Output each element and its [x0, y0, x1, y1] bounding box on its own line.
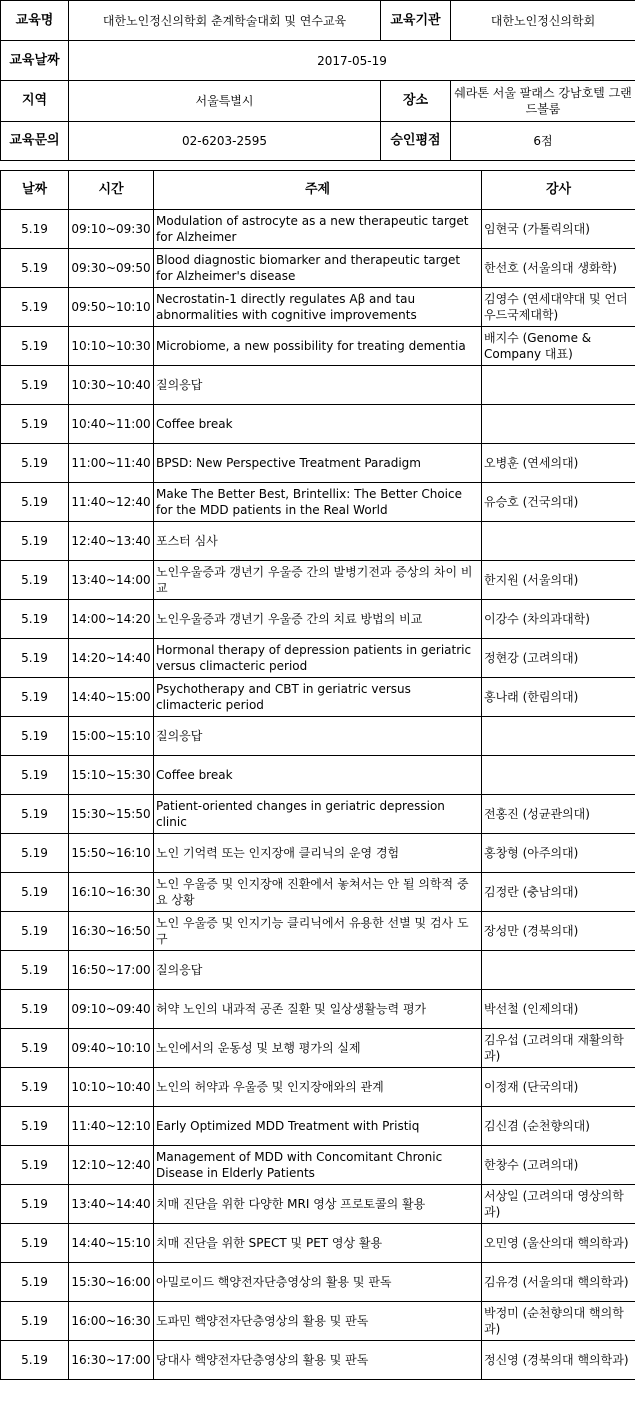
session-topic: 치매 진단을 위한 SPECT 및 PET 영상 활용	[154, 1224, 482, 1263]
table-row	[1, 795, 635, 834]
table-row	[1, 561, 635, 600]
session-topic: Coffee break	[154, 405, 482, 444]
session-date: 5.19	[1, 873, 69, 912]
table-row	[1, 678, 635, 717]
session-speaker: 김영수 (연세대약대 및 언더우드국제대학)	[482, 288, 635, 327]
session-time: 14:40~15:00	[69, 678, 154, 717]
session-speaker: 임현국 (가톨릭의대)	[482, 210, 635, 249]
session-date: 5.19	[1, 756, 69, 795]
session-time: 12:40~13:40	[69, 522, 154, 561]
name-value: 대한노인정신의학회 춘계학술대회 및 연수교육	[69, 1, 381, 41]
table-row	[1, 1107, 635, 1146]
session-speaker: 한지원 (서울의대)	[482, 561, 635, 600]
session-time: 14:40~15:10	[69, 1224, 154, 1263]
table-row	[1, 600, 635, 639]
session-date: 5.19	[1, 912, 69, 951]
session-topic: Coffee break	[154, 756, 482, 795]
session-time: 15:50~16:10	[69, 834, 154, 873]
session-time: 15:30~16:00	[69, 1263, 154, 1302]
session-date: 5.19	[1, 561, 69, 600]
session-speaker: 서상일 (고려의대 영상의학과)	[482, 1185, 635, 1224]
session-time: 11:40~12:40	[69, 483, 154, 522]
session-date: 5.19	[1, 1185, 69, 1224]
session-time: 16:10~16:30	[69, 873, 154, 912]
session-speaker: 정신영 (경북의대 핵의학과)	[482, 1341, 635, 1380]
session-time: 13:40~14:40	[69, 1185, 154, 1224]
session-time: 15:10~15:30	[69, 756, 154, 795]
table-row	[1, 639, 635, 678]
header-time: 시간	[69, 171, 154, 210]
session-speaker	[482, 522, 635, 561]
session-topic: 질의응답	[154, 951, 482, 990]
session-speaker: 박정미 (순천향의대 핵의학과)	[482, 1302, 635, 1341]
session-speaker	[482, 756, 635, 795]
session-speaker: 유승호 (건국의대)	[482, 483, 635, 522]
course-info-table	[0, 0, 635, 161]
session-speaker: 김정란 (충남의대)	[482, 873, 635, 912]
session-time: 10:40~11:00	[69, 405, 154, 444]
session-speaker: 정현강 (고려의대)	[482, 639, 635, 678]
session-topic: Early Optimized MDD Treatment with Pristiq	[154, 1107, 482, 1146]
session-topic: 노인 기억력 또는 인지장애 클리닉의 운영 경험	[154, 834, 482, 873]
session-topic: Hormonal therapy of depression patients in geriatric versus climacteric period	[154, 639, 482, 678]
session-speaker: 한창수 (고려의대)	[482, 1146, 635, 1185]
session-date: 5.19	[1, 249, 69, 288]
session-time: 16:00~16:30	[69, 1302, 154, 1341]
session-topic: Psychotherapy and CBT in geriatric versus climacteric period	[154, 678, 482, 717]
session-topic: Make The Better Best, Brintellix: The Better Choice for the MDD patients in the Real World	[154, 483, 482, 522]
info-row-region	[1, 81, 635, 122]
region-label: 지역	[1, 81, 69, 122]
session-time: 16:50~17:00	[69, 951, 154, 990]
session-date: 5.19	[1, 288, 69, 327]
date-value: 2017-05-19	[69, 41, 635, 81]
table-row	[1, 288, 635, 327]
session-time: 16:30~16:50	[69, 912, 154, 951]
table-row	[1, 756, 635, 795]
session-topic: 포스터 심사	[154, 522, 482, 561]
session-date: 5.19	[1, 990, 69, 1029]
session-date: 5.19	[1, 327, 69, 366]
session-date: 5.19	[1, 717, 69, 756]
info-row-name	[1, 1, 635, 41]
session-time: 09:40~10:10	[69, 1029, 154, 1068]
table-row	[1, 951, 635, 990]
table-row	[1, 1302, 635, 1341]
date-label: 교육날짜	[1, 41, 69, 81]
session-time: 09:10~09:40	[69, 990, 154, 1029]
session-topic: BPSD: New Perspective Treatment Paradigm	[154, 444, 482, 483]
session-date: 5.19	[1, 366, 69, 405]
schedule-table	[0, 170, 635, 1380]
session-speaker: 박선철 (인제의대)	[482, 990, 635, 1029]
table-row	[1, 1029, 635, 1068]
session-speaker: 김신겸 (순천향의대)	[482, 1107, 635, 1146]
session-speaker: 이정재 (단국의대)	[482, 1068, 635, 1107]
table-row	[1, 1146, 635, 1185]
table-row	[1, 405, 635, 444]
session-speaker	[482, 951, 635, 990]
session-speaker: 전홍진 (성균관의대)	[482, 795, 635, 834]
session-time: 14:20~14:40	[69, 639, 154, 678]
session-date: 5.19	[1, 1341, 69, 1380]
session-time: 11:00~11:40	[69, 444, 154, 483]
contact-value: 02-6203-2595	[69, 122, 381, 161]
session-date: 5.19	[1, 522, 69, 561]
session-date: 5.19	[1, 210, 69, 249]
table-row	[1, 1224, 635, 1263]
session-date: 5.19	[1, 1302, 69, 1341]
table-row	[1, 912, 635, 951]
session-topic: 질의응답	[154, 366, 482, 405]
session-time: 09:50~10:10	[69, 288, 154, 327]
table-row	[1, 1185, 635, 1224]
session-topic: 당대사 핵양전자단층영상의 활용 및 판독	[154, 1341, 482, 1380]
header-speaker: 강사	[482, 171, 635, 210]
session-time: 15:30~15:50	[69, 795, 154, 834]
table-row	[1, 249, 635, 288]
session-topic: 허약 노인의 내과적 공존 질환 및 일상생활능력 평가	[154, 990, 482, 1029]
session-time: 10:10~10:30	[69, 327, 154, 366]
session-speaker	[482, 366, 635, 405]
org-value: 대한노인정신의학회	[451, 1, 635, 41]
table-row	[1, 1263, 635, 1302]
info-row-date	[1, 41, 635, 81]
session-time: 10:10~10:40	[69, 1068, 154, 1107]
session-speaker: 김우섭 (고려의대 재활의학과)	[482, 1029, 635, 1068]
region-value: 서울특별시	[69, 81, 381, 122]
session-topic: Modulation of astrocyte as a new therapeutic target for Alzheimer	[154, 210, 482, 249]
table-row	[1, 873, 635, 912]
session-speaker: 오병훈 (연세의대)	[482, 444, 635, 483]
venue-label: 장소	[381, 81, 451, 122]
session-date: 5.19	[1, 834, 69, 873]
header-date: 날짜	[1, 171, 69, 210]
session-time: 15:00~15:10	[69, 717, 154, 756]
session-speaker	[482, 717, 635, 756]
session-topic: 노인의 허약과 우울증 및 인지장애와의 관계	[154, 1068, 482, 1107]
session-speaker: 장성만 (경북의대)	[482, 912, 635, 951]
session-time: 14:00~14:20	[69, 600, 154, 639]
session-topic: 질의응답	[154, 717, 482, 756]
points-label: 승인평점	[381, 122, 451, 161]
schedule-header-row	[1, 171, 635, 210]
table-row	[1, 1068, 635, 1107]
session-topic: 노인 우울증 및 인지기능 클리닉에서 유용한 선별 및 검사 도구	[154, 912, 482, 951]
session-time: 11:40~12:10	[69, 1107, 154, 1146]
session-speaker: 홍창형 (아주의대)	[482, 834, 635, 873]
session-date: 5.19	[1, 1107, 69, 1146]
session-date: 5.19	[1, 678, 69, 717]
session-date: 5.19	[1, 483, 69, 522]
session-topic: Microbiome, a new possibility for treating dementia	[154, 327, 482, 366]
session-date: 5.19	[1, 600, 69, 639]
session-speaker	[482, 405, 635, 444]
session-date: 5.19	[1, 405, 69, 444]
session-time: 12:10~12:40	[69, 1146, 154, 1185]
session-speaker: 김유경 (서울의대 핵의학과)	[482, 1263, 635, 1302]
contact-label: 교육문의	[1, 122, 69, 161]
session-date: 5.19	[1, 444, 69, 483]
session-date: 5.19	[1, 1224, 69, 1263]
table-row	[1, 483, 635, 522]
session-topic: 아밀로이드 핵양전자단층영상의 활용 및 판독	[154, 1263, 482, 1302]
org-label: 교육기관	[381, 1, 451, 41]
info-row-contact	[1, 122, 635, 161]
session-time: 16:30~17:00	[69, 1341, 154, 1380]
session-speaker: 이강수 (차의과대학)	[482, 600, 635, 639]
session-topic: 치매 진단을 위한 다양한 MRI 영상 프로토콜의 활용	[154, 1185, 482, 1224]
schedule-body	[1, 210, 635, 1380]
session-time: 13:40~14:00	[69, 561, 154, 600]
table-row	[1, 522, 635, 561]
session-date: 5.19	[1, 795, 69, 834]
session-speaker: 홍나래 (한림의대)	[482, 678, 635, 717]
table-row	[1, 444, 635, 483]
session-topic: 도파민 핵양전자단층영상의 활용 및 판독	[154, 1302, 482, 1341]
session-date: 5.19	[1, 1029, 69, 1068]
session-topic: 노인우울증과 갱년기 우울증 간의 치료 방법의 비교	[154, 600, 482, 639]
session-date: 5.19	[1, 639, 69, 678]
session-topic: 노인우울증과 갱년기 우울증 간의 발병기전과 증상의 차이 비교	[154, 561, 482, 600]
table-row	[1, 834, 635, 873]
session-date: 5.19	[1, 1068, 69, 1107]
session-time: 09:10~09:30	[69, 210, 154, 249]
venue-value: 쉐라톤 서울 팔래스 강남호텔 그랜드볼룸	[451, 81, 635, 122]
table-row	[1, 1341, 635, 1380]
table-row	[1, 210, 635, 249]
table-row	[1, 717, 635, 756]
session-topic: Management of MDD with Concomitant Chronic Disease in Elderly Patients	[154, 1146, 482, 1185]
session-speaker: 배지수 (Genome & Company 대표)	[482, 327, 635, 366]
session-speaker: 한선호 (서울의대 생화학)	[482, 249, 635, 288]
session-time: 09:30~09:50	[69, 249, 154, 288]
table-row	[1, 327, 635, 366]
session-speaker: 오민영 (울산의대 핵의학과)	[482, 1224, 635, 1263]
session-date: 5.19	[1, 1146, 69, 1185]
session-date: 5.19	[1, 951, 69, 990]
session-topic: Necrostatin-1 directly regulates Aβ and tau abnormalities with cognitive improvements	[154, 288, 482, 327]
table-row	[1, 366, 635, 405]
session-topic: 노인 우울증 및 인지장애 진환에서 놓쳐서는 안 될 의학적 중요 상황	[154, 873, 482, 912]
points-value: 6점	[451, 122, 635, 161]
session-topic: Patient-oriented changes in geriatric depression clinic	[154, 795, 482, 834]
table-row	[1, 990, 635, 1029]
session-topic: 노인에서의 운동성 및 보행 평가의 실제	[154, 1029, 482, 1068]
header-topic: 주제	[154, 171, 482, 210]
session-topic: Blood diagnostic biomarker and therapeutic target for Alzheimer's disease	[154, 249, 482, 288]
session-time: 10:30~10:40	[69, 366, 154, 405]
name-label: 교육명	[1, 1, 69, 41]
session-date: 5.19	[1, 1263, 69, 1302]
